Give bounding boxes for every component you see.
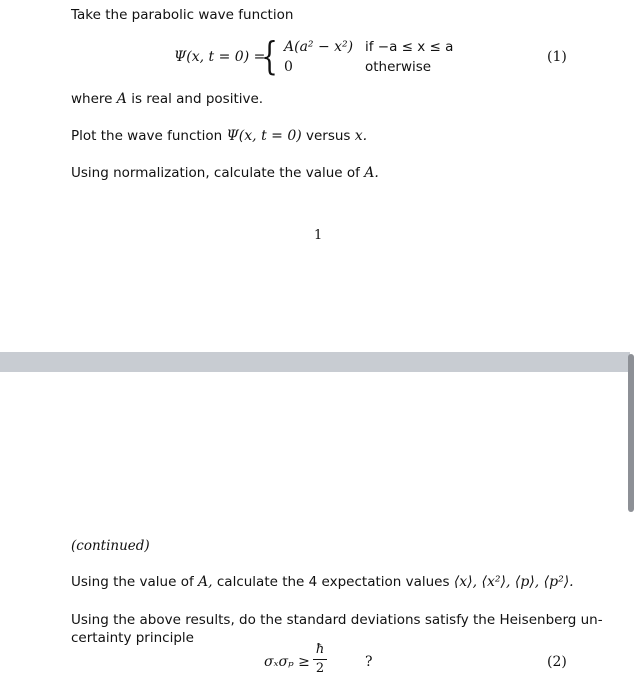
heisenberg-line-1: Using the above results, do the standard deviations satisfy the Heisenberg un- xyxy=(71,612,603,628)
question-mark: ? xyxy=(365,654,373,670)
equation-number-2: (2) xyxy=(547,654,567,670)
expect-var: A, xyxy=(198,574,213,590)
where-line xyxy=(71,90,263,108)
equation-lhs: Ψ(x, t = 0) = xyxy=(174,49,266,65)
expectation-line xyxy=(71,573,574,591)
heisenberg-line-2: certainty principle xyxy=(71,630,194,646)
where-var: A xyxy=(116,91,127,107)
fraction-numerator: ħ xyxy=(315,642,325,657)
plot-line xyxy=(71,127,367,145)
page-number: 1 xyxy=(314,228,323,243)
plot-math: Ψ(x, t = 0) xyxy=(226,128,302,144)
where-post: is real and positive. xyxy=(131,91,264,107)
hbar-over-2-fraction xyxy=(313,642,327,677)
case2-expression: 0 xyxy=(284,59,293,75)
fraction-denominator: 2 xyxy=(315,661,325,676)
fraction-bar xyxy=(313,659,327,660)
equation-number-1: (1) xyxy=(547,49,567,65)
case1-condition: if −a ≤ x ≤ a xyxy=(365,39,454,55)
where-pre: where xyxy=(71,91,113,107)
case1-expression: A(a² − x²) xyxy=(284,39,354,55)
page-separator xyxy=(0,352,630,372)
plot-pre: Plot the wave function xyxy=(71,128,223,144)
plot-mid: versus xyxy=(306,128,351,144)
scrollbar-thumb[interactable] xyxy=(628,354,634,512)
left-brace: { xyxy=(261,34,278,78)
case2-condition: otherwise xyxy=(365,59,432,75)
normalization-line xyxy=(71,164,379,182)
norm-pre: Using normalization, calculate the value of xyxy=(71,165,360,181)
expect-pre: Using the value of xyxy=(71,574,194,590)
inequality-lhs: σₓσₚ ≥ xyxy=(264,654,310,670)
plot-var: x. xyxy=(354,128,368,144)
intro-text: Take the parabolic wave function xyxy=(71,7,294,23)
norm-var: A. xyxy=(364,165,379,181)
expect-values: ⟨x⟩, ⟨x²⟩, ⟨p⟩, ⟨p²⟩. xyxy=(453,574,574,590)
continued-label: (continued) xyxy=(71,538,150,554)
expect-mid: calculate the 4 expectation values xyxy=(216,574,450,590)
